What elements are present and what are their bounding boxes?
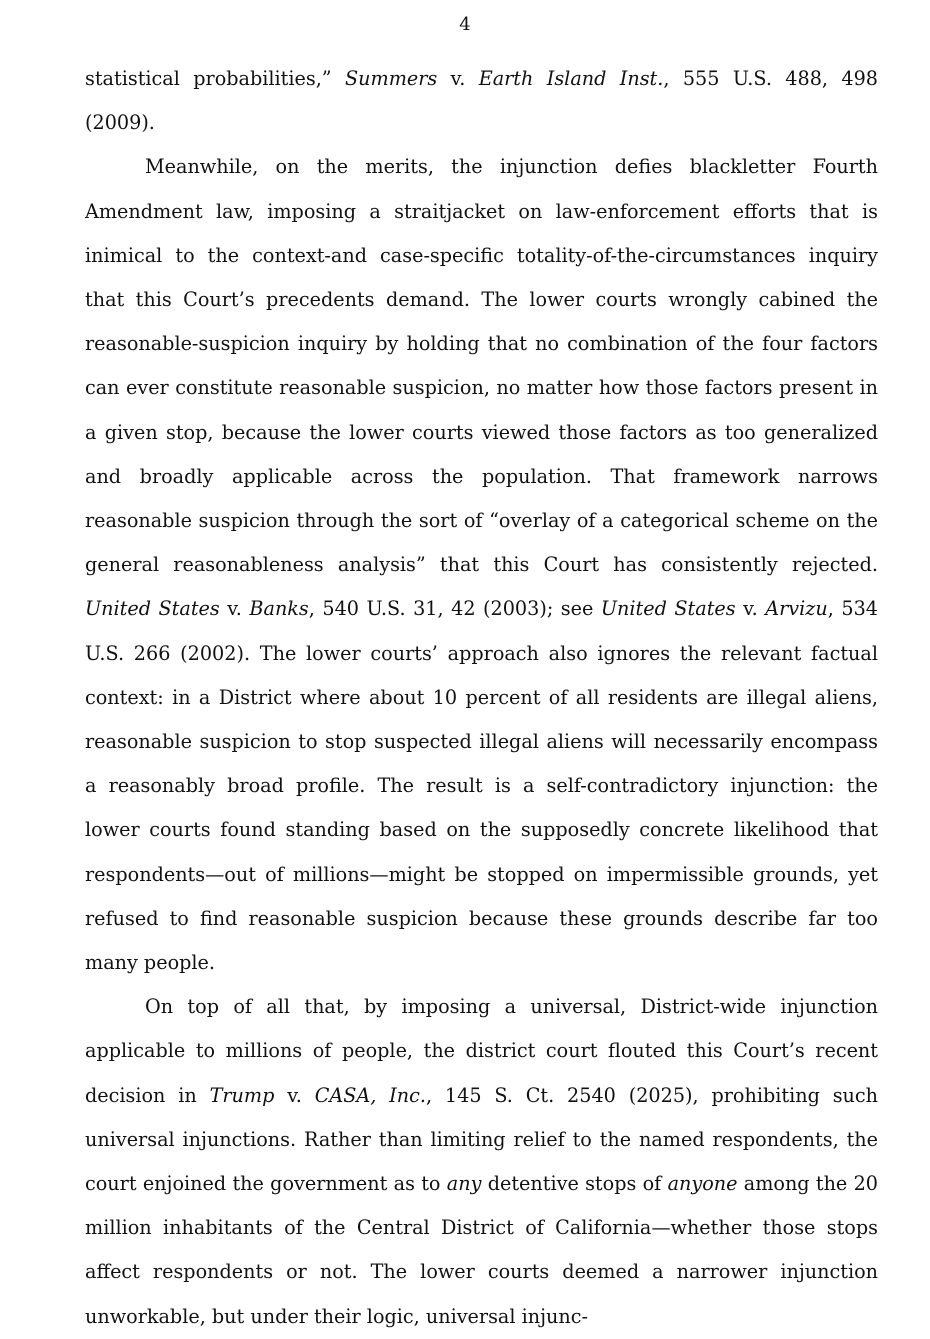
italic-text-segment: Earth Island Inst.	[478, 67, 664, 90]
text-segment: detentive stops of	[481, 1172, 668, 1196]
paragraph	[85, 57, 878, 145]
text-segment: , 540 U.S. 31, 42 (2003); see	[308, 597, 601, 621]
body-text	[85, 57, 878, 1339]
text-segment: On top of all that, by imposing a universal, District-wide injunction applicable to millions of people, the district court flouted this Court’s recent decision in	[85, 995, 878, 1107]
text-segment: , 145 S. Ct. 2540 (2025), prohibiting such universal injunctions. Rather than limiting relief to the named respondents, the court enjoined the government as to	[85, 1083, 878, 1196]
page-number: 4	[459, 14, 471, 35]
text-segment: v.	[437, 67, 479, 90]
italic-text-segment: any	[446, 1172, 482, 1196]
text-segment: Meanwhile, on the merits, the injunction defies blackletter Fourth Amendment law, imposing a straitjacket on law-enforcement efforts that is inimical to the context-and case-specific totality-of-the-circumstances inquiry that this Court’s precedents demand. The lower courts wrongly cabined the reasonable-suspicion inquiry by holding that no combination of the four factors can ever constitute reasonable suspicion, no matter how those factors present in a given stop, because the lower courts viewed those factors as too generalized and broadly applicable across the population. That framework narrows reasonable suspicion through the sort of “overlay of a categorical scheme on the general reasonableness analysis” that this Court has consistently rejected.	[85, 155, 878, 577]
italic-text-segment: CASA, Inc.	[314, 1083, 426, 1107]
italic-text-segment: United States	[600, 597, 736, 621]
paragraph	[85, 985, 878, 1339]
text-segment: , 534 U.S. 266 (2002). The lower courts’ approach also ignores the relevant factual context: in a District where about 10 percent of all residents are illegal aliens, reasonable suspicion to stop suspected illegal aliens will necessarily encompass a reasonably broad profile. The result is a self-contradictory injunction: the lower courts found standing based on the supposedly concrete likelihood that respondents—out of millions—might be stopped on impermissible grounds, yet refused to find reasonable suspicion because these grounds describe far too many people.	[85, 597, 878, 975]
italic-text-segment: anyone	[667, 1172, 738, 1196]
paragraph	[85, 145, 878, 985]
italic-text-segment: United States	[85, 597, 220, 621]
italic-text-segment: Trump	[209, 1083, 275, 1107]
text-segment: v.	[735, 597, 766, 621]
text-segment: v.	[219, 597, 250, 621]
text-segment: v.	[274, 1083, 315, 1107]
text-segment: , 555 U.S. 488, 498 (2009).	[85, 67, 879, 135]
text-segment: statistical probabilities,”	[85, 67, 345, 90]
text-segment: among the 20 million inhabitants of the Central District of California—whether those stops affect respondents or not. The lower courts deemed a narrower injunction unworkable, but under their logic, universal injunc-	[85, 1172, 878, 1328]
italic-text-segment: Banks	[249, 597, 309, 621]
italic-text-segment: Summers	[345, 67, 438, 90]
italic-text-segment: Arvizu	[765, 597, 828, 621]
